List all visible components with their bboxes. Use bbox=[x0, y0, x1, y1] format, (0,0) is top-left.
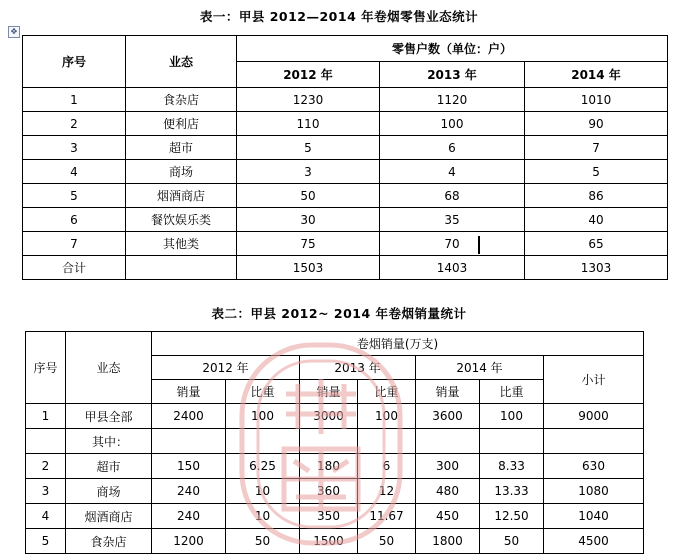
subtotal-cell: 1080 bbox=[544, 479, 644, 504]
value-cell: 150 bbox=[152, 454, 226, 479]
value-cell: 10 bbox=[226, 479, 300, 504]
value-cell: 5 bbox=[237, 136, 380, 160]
value-cell: 8.33 bbox=[480, 454, 544, 479]
value-cell bbox=[152, 429, 226, 454]
value-cell: 13.33 bbox=[480, 479, 544, 504]
value-cell: 5 bbox=[525, 160, 668, 184]
table-row bbox=[23, 208, 668, 232]
value-cell: 100 bbox=[380, 112, 525, 136]
subtotal-cell: 9000 bbox=[544, 404, 644, 429]
table-row bbox=[26, 479, 644, 504]
table2-header-row bbox=[26, 332, 644, 356]
subtotal-cell: 1040 bbox=[544, 504, 644, 529]
total-cell: 1403 bbox=[380, 256, 525, 280]
value-cell: 50 bbox=[480, 529, 544, 554]
table2-among-row bbox=[26, 429, 644, 454]
seq-cell: 6 bbox=[23, 208, 126, 232]
table1-header-row bbox=[23, 36, 668, 62]
type-cell: 超市 bbox=[126, 136, 237, 160]
subtotal-cell: 4500 bbox=[544, 529, 644, 554]
ratio-header: 比重 bbox=[226, 380, 300, 404]
value-cell: 90 bbox=[525, 112, 668, 136]
ratio-header: 比重 bbox=[480, 380, 544, 404]
value-cell: 68 bbox=[380, 184, 525, 208]
value-cell: 350 bbox=[300, 504, 358, 529]
seq-cell: 5 bbox=[23, 184, 126, 208]
table-row bbox=[23, 112, 668, 136]
type-cell: 食杂店 bbox=[126, 88, 237, 112]
value-cell: 1200 bbox=[152, 529, 226, 554]
value-cell: 50 bbox=[237, 184, 380, 208]
value-cell: 50 bbox=[226, 529, 300, 554]
table1-seq-header: 序号 bbox=[23, 36, 126, 88]
value-cell: 100 bbox=[358, 404, 416, 429]
value-cell: 4 bbox=[380, 160, 525, 184]
value-cell bbox=[480, 429, 544, 454]
table-row bbox=[23, 160, 668, 184]
table-row bbox=[23, 136, 668, 160]
table-row bbox=[23, 232, 668, 256]
seq-cell: 1 bbox=[23, 88, 126, 112]
value-cell: 6.25 bbox=[226, 454, 300, 479]
type-cell: 超市 bbox=[66, 454, 152, 479]
value-cell bbox=[358, 429, 416, 454]
value-cell: 75 bbox=[237, 232, 380, 256]
table1-year-2012: 2012 年 bbox=[237, 62, 380, 88]
value-cell: 480 bbox=[416, 479, 480, 504]
seq-cell: 5 bbox=[26, 529, 66, 554]
value-cell: 180 bbox=[300, 454, 358, 479]
value-cell bbox=[300, 429, 358, 454]
move-handle-icon[interactable]: ✥ bbox=[8, 26, 20, 38]
seq-cell: 4 bbox=[23, 160, 126, 184]
value-cell: 100 bbox=[226, 404, 300, 429]
table-row bbox=[23, 88, 668, 112]
value-cell: 240 bbox=[152, 504, 226, 529]
value-cell: 1800 bbox=[416, 529, 480, 554]
sales-volume-table bbox=[25, 331, 644, 554]
value-cell: 35 bbox=[380, 208, 525, 232]
value-cell: 3600 bbox=[416, 404, 480, 429]
value-cell: 70 bbox=[380, 232, 525, 256]
type-cell: 餐饮娱乐类 bbox=[126, 208, 237, 232]
value-cell: 3 bbox=[237, 160, 380, 184]
among-label: 其中： bbox=[66, 429, 152, 454]
type-cell: 烟酒商店 bbox=[126, 184, 237, 208]
value-cell: 1010 bbox=[525, 88, 668, 112]
type-cell bbox=[126, 256, 237, 280]
seq-cell: 1 bbox=[26, 404, 66, 429]
table-row bbox=[26, 529, 644, 554]
ratio-header: 比重 bbox=[358, 380, 416, 404]
subtotal-cell: 630 bbox=[544, 454, 644, 479]
table2-year-2012: 2012 年 bbox=[152, 356, 300, 380]
value-cell: 450 bbox=[416, 504, 480, 529]
value-cell: 10 bbox=[226, 504, 300, 529]
table1-group-header: 零售户数（单位：户） bbox=[237, 36, 668, 62]
seq-cell bbox=[26, 429, 66, 454]
seq-cell: 2 bbox=[23, 112, 126, 136]
seq-cell: 4 bbox=[26, 504, 66, 529]
text-cursor bbox=[478, 236, 480, 254]
table2-year-2014: 2014 年 bbox=[416, 356, 544, 380]
value-cell: 1120 bbox=[380, 88, 525, 112]
type-cell: 商场 bbox=[66, 479, 152, 504]
value-cell: 50 bbox=[358, 529, 416, 554]
table1-year-2013: 2013 年 bbox=[380, 62, 525, 88]
type-cell: 便利店 bbox=[126, 112, 237, 136]
value-cell: 300 bbox=[416, 454, 480, 479]
table-row bbox=[26, 504, 644, 529]
value-cell: 360 bbox=[300, 479, 358, 504]
table1-year-2014: 2014 年 bbox=[525, 62, 668, 88]
value-cell: 12.50 bbox=[480, 504, 544, 529]
table1-title: 表一：甲县 2012—2014 年卷烟零售业态统计 bbox=[199, 9, 479, 24]
value-cell: 12 bbox=[358, 479, 416, 504]
value-cell bbox=[416, 429, 480, 454]
value-cell: 1500 bbox=[300, 529, 358, 554]
table-row bbox=[26, 454, 644, 479]
value-cell: 3000 bbox=[300, 404, 358, 429]
table-row bbox=[26, 404, 644, 429]
type-cell: 甲县全部 bbox=[66, 404, 152, 429]
value-cell: 1230 bbox=[237, 88, 380, 112]
total-cell: 1503 bbox=[237, 256, 380, 280]
subtotal-cell bbox=[544, 429, 644, 454]
value-cell: 110 bbox=[237, 112, 380, 136]
table1-total-row bbox=[23, 256, 668, 280]
value-cell bbox=[226, 429, 300, 454]
value-cell: 240 bbox=[152, 479, 226, 504]
value-cell: 6 bbox=[358, 454, 416, 479]
value-cell: 30 bbox=[237, 208, 380, 232]
seq-cell: 3 bbox=[23, 136, 126, 160]
sales-header: 销量 bbox=[152, 380, 226, 404]
table2-type-header: 业态 bbox=[66, 332, 152, 404]
retail-type-table bbox=[22, 35, 668, 280]
value-cell: 2400 bbox=[152, 404, 226, 429]
seq-cell: 3 bbox=[26, 479, 66, 504]
value-cell: 100 bbox=[480, 404, 544, 429]
value-cell: 40 bbox=[525, 208, 668, 232]
seq-cell: 2 bbox=[26, 454, 66, 479]
table1-type-header: 业态 bbox=[126, 36, 237, 88]
type-cell: 食杂店 bbox=[66, 529, 152, 554]
value-cell: 6 bbox=[380, 136, 525, 160]
table2-group-header: 卷烟销量(万支) bbox=[152, 332, 644, 356]
table2-subtotal-header: 小计 bbox=[544, 356, 644, 404]
table-row bbox=[23, 184, 668, 208]
type-cell: 其他类 bbox=[126, 232, 237, 256]
table2-seq-header: 序号 bbox=[26, 332, 66, 404]
type-cell: 商场 bbox=[126, 160, 237, 184]
value-cell: 86 bbox=[525, 184, 668, 208]
sales-header: 销量 bbox=[416, 380, 480, 404]
seq-cell: 7 bbox=[23, 232, 126, 256]
value-cell: 65 bbox=[525, 232, 668, 256]
total-label: 合计 bbox=[23, 256, 126, 280]
value-cell: 7 bbox=[525, 136, 668, 160]
sales-header: 销量 bbox=[300, 380, 358, 404]
type-cell: 烟酒商店 bbox=[66, 504, 152, 529]
table2-year-2013: 2013 年 bbox=[300, 356, 416, 380]
table2-title: 表二：甲县 2012~ 2014 年卷烟销量统计 bbox=[211, 306, 467, 321]
value-cell: 11.67 bbox=[358, 504, 416, 529]
total-cell: 1303 bbox=[525, 256, 668, 280]
